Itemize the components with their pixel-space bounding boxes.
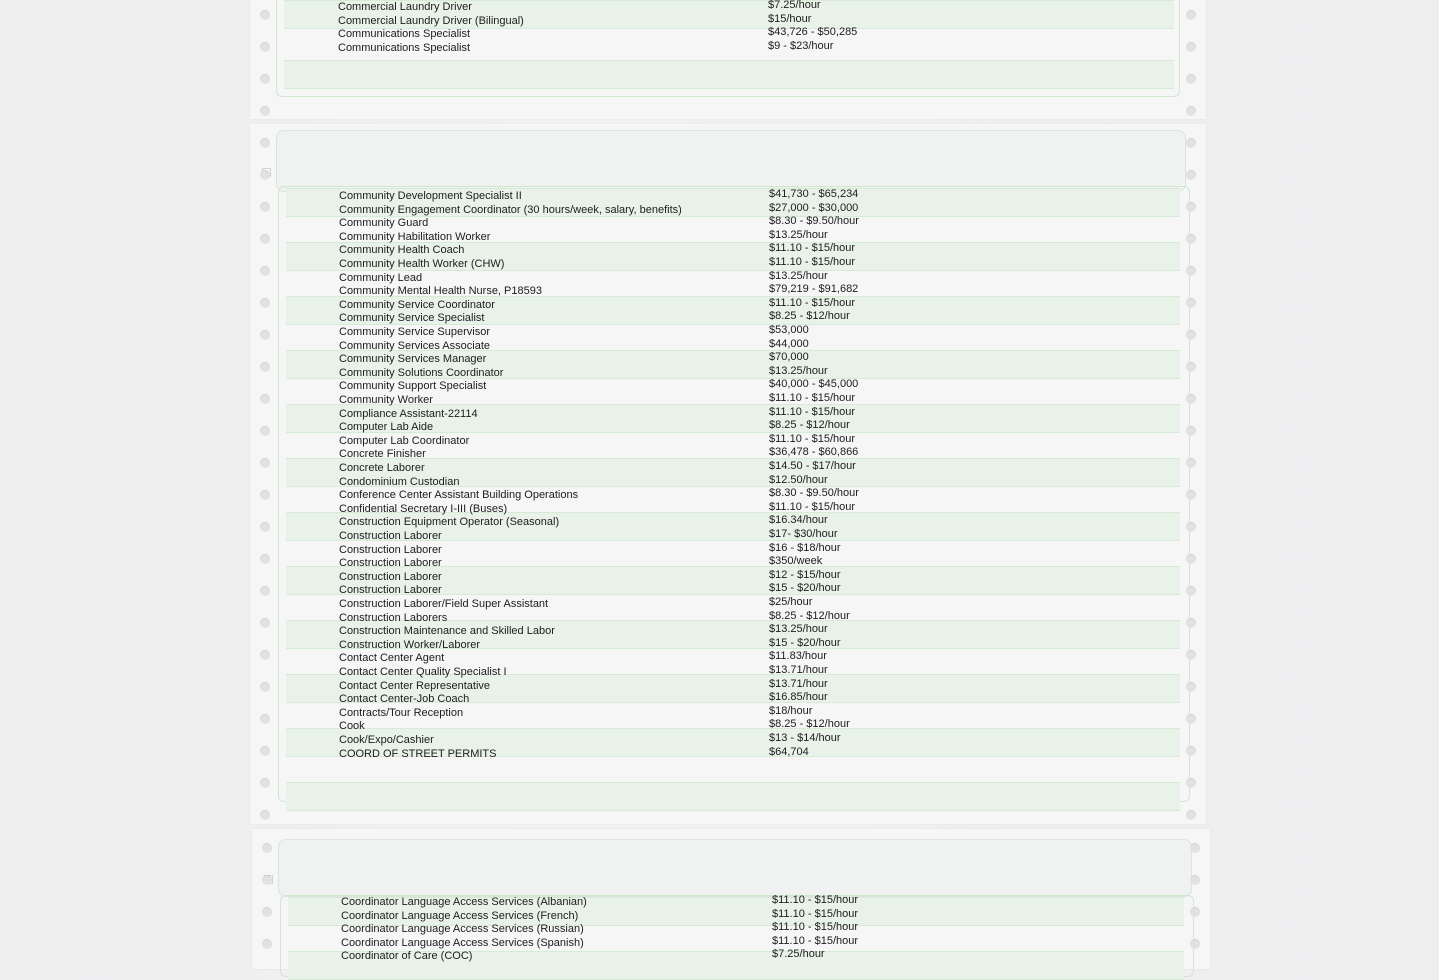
job-title: Contracts/Tour Reception xyxy=(339,706,464,719)
job-title: Construction Equipment Operator (Seasonal) xyxy=(339,516,560,529)
feed-hole xyxy=(260,650,270,660)
table-row xyxy=(339,609,1039,626)
table-row xyxy=(339,364,1039,381)
feed-hole xyxy=(260,266,270,276)
job-wage: $13.71/hour xyxy=(769,677,828,690)
table-row xyxy=(341,907,1041,924)
table-row xyxy=(341,950,1041,964)
job-wage: $11.10 - $15/hour xyxy=(769,392,856,404)
feed-hole xyxy=(1186,10,1196,20)
job-title: Computer Lab Aide xyxy=(339,421,434,434)
job-title: Community Services Manager xyxy=(339,353,487,366)
job-wage: $53,000 xyxy=(769,324,809,336)
job-title: Coordinator Language Access Services (French) xyxy=(341,909,579,922)
job-wage: $25/hour xyxy=(769,596,813,608)
job-wage: $13.71/hour xyxy=(769,664,828,676)
table-row xyxy=(339,734,1039,748)
job-wage: $11.10 - $15/hour xyxy=(769,432,856,445)
table-row xyxy=(339,720,1039,734)
job-title: Coordinator Language Access Services (Russian) xyxy=(341,923,584,936)
table-row xyxy=(338,39,1038,56)
top-listing xyxy=(250,0,1206,119)
feed-hole xyxy=(260,394,270,404)
job-title: Construction Laborer xyxy=(339,543,442,556)
feed-hole xyxy=(1186,618,1196,628)
job-title: Commercial Laundry Driver (Bilingual) xyxy=(338,14,524,27)
job-wage: $8.30 - $9.50/hour xyxy=(769,487,859,500)
job-wage: $43,726 - $50,285 xyxy=(768,26,858,38)
feed-hole xyxy=(260,362,270,372)
feed-hole xyxy=(1186,74,1196,84)
job-title: Computer Lab Coordinator xyxy=(339,434,470,447)
table-row xyxy=(339,258,1039,272)
table-row xyxy=(339,269,1039,286)
job-title: Cook/Expo/Cashier xyxy=(339,734,434,746)
feed-hole xyxy=(260,490,270,500)
table-row xyxy=(339,541,1039,558)
job-title: Construction Worker/Laborer xyxy=(339,638,481,651)
job-wage: $16 - $18/hour xyxy=(769,541,841,554)
table-row xyxy=(339,516,1039,530)
job-title: Community Service Specialist xyxy=(339,312,485,325)
job-title: Concrete Laborer xyxy=(339,462,425,474)
paper-sheet-middle xyxy=(250,124,1206,824)
table-row xyxy=(339,394,1039,408)
feed-hole xyxy=(1190,875,1200,885)
job-wage: $12.50/hour xyxy=(769,473,828,486)
feed-hole xyxy=(1186,170,1196,180)
feed-hole xyxy=(1186,554,1196,564)
table-row xyxy=(339,353,1039,367)
table-row xyxy=(339,745,1039,762)
table-row xyxy=(339,568,1039,585)
job-wage: $44,000 xyxy=(769,337,809,350)
feed-hole xyxy=(1186,202,1196,212)
job-title: Construction Laborer xyxy=(339,584,442,597)
feed-hole xyxy=(1186,778,1196,788)
table-row xyxy=(338,12,1038,29)
job-title: Compliance Assistant-22114 xyxy=(339,407,478,420)
job-wage: $13.25/hour xyxy=(769,623,828,636)
job-wage: $14.50 - $17/hour xyxy=(769,460,856,472)
feed-hole xyxy=(260,810,270,820)
job-title: Contact Center Representative xyxy=(339,679,491,692)
job-wage: $11.10 - $15/hour xyxy=(769,500,856,513)
job-listing-continued xyxy=(252,829,1210,969)
job-title: Coordinator Language Access Services (Albanian) xyxy=(341,896,587,908)
job-title: Community Worker xyxy=(339,394,433,406)
feed-hole xyxy=(1186,234,1196,244)
job-title: Coordinator Language Access Services (Spanish) xyxy=(341,936,584,949)
table-row xyxy=(339,473,1039,490)
table-row xyxy=(341,923,1041,937)
table-row xyxy=(339,421,1039,435)
paper-sheet-bottom xyxy=(252,829,1210,969)
job-wage: $17- $30/hour xyxy=(769,528,838,540)
job-wage: $11.83/hour xyxy=(769,650,827,663)
job-title: Community Service Coordinator xyxy=(339,298,495,311)
table-row xyxy=(339,337,1039,354)
table-row xyxy=(339,557,1039,571)
paper-sheet-top xyxy=(250,0,1206,119)
feed-hole xyxy=(260,202,270,212)
job-wage: $8.25 - $12/hour xyxy=(769,310,850,323)
job-title: Community Health Coach xyxy=(339,244,465,257)
feed-hole xyxy=(1186,586,1196,596)
feed-hole xyxy=(260,778,270,788)
table-row xyxy=(339,636,1039,653)
table-row xyxy=(339,380,1039,394)
feed-hole xyxy=(1186,42,1196,52)
table-row xyxy=(339,296,1039,313)
table-row xyxy=(339,217,1039,231)
feed-hole xyxy=(260,138,270,148)
feed-hole xyxy=(1186,106,1196,116)
job-wage: $11.10 - $15/hour xyxy=(769,256,856,268)
feed-hole xyxy=(260,682,270,692)
feed-hole xyxy=(260,426,270,436)
table-row xyxy=(339,677,1039,694)
table-row xyxy=(341,934,1041,951)
feed-hole xyxy=(260,298,270,308)
feed-hole xyxy=(1190,939,1200,949)
job-wage: $16.85/hour xyxy=(769,691,828,704)
feed-hole xyxy=(260,586,270,596)
job-wage: $13.25/hour xyxy=(769,269,828,282)
job-wage: $8.25 - $12/hour xyxy=(769,609,850,622)
table-row xyxy=(339,405,1039,422)
feed-hole xyxy=(260,234,270,244)
job-wage: $27,000 - $30,000 xyxy=(769,201,859,214)
table-row xyxy=(338,28,1038,42)
job-title: Community Development Specialist II xyxy=(339,190,522,202)
feed-hole xyxy=(260,42,270,52)
table-row xyxy=(339,462,1039,476)
job-wage: $41,730 - $65,234 xyxy=(769,188,859,200)
feed-hole xyxy=(1190,907,1200,917)
table-row xyxy=(339,285,1039,299)
job-title: Commercial Laundry Driver xyxy=(338,1,472,13)
job-title: Communications Specialist xyxy=(338,41,471,54)
job-wage: $36,478 - $60,866 xyxy=(769,446,859,459)
job-wage: $40,000 - $45,000 xyxy=(769,378,859,391)
job-wage: $13.25/hour xyxy=(769,364,828,377)
table-row xyxy=(339,489,1039,503)
job-wage: $16.34/hour xyxy=(769,514,828,527)
job-title: Community Engagement Coordinator (30 hours/week, salary, benefits) xyxy=(339,203,682,216)
feed-hole xyxy=(1186,490,1196,500)
job-title: Cook xyxy=(339,720,365,733)
feed-hole xyxy=(260,554,270,564)
job-wage: $11.10 - $15/hour xyxy=(772,921,859,934)
table-row xyxy=(339,312,1039,326)
job-title: Coordinator of Care (COC) xyxy=(341,950,473,963)
job-wage: $350/week xyxy=(769,555,823,568)
feed-hole xyxy=(1186,746,1196,756)
feed-hole xyxy=(260,74,270,84)
feed-hole xyxy=(1186,682,1196,692)
table-row xyxy=(339,448,1039,462)
job-listing xyxy=(250,124,1206,824)
job-title: Community Habilitation Worker xyxy=(339,230,491,243)
feed-hole xyxy=(260,10,270,20)
table-row xyxy=(339,244,1039,258)
job-title: Community Health Worker (CHW) xyxy=(339,258,505,270)
job-wage: $11.10 - $15/hour xyxy=(772,934,859,947)
job-wage: $13 - $14/hour xyxy=(769,732,841,744)
feed-hole xyxy=(1186,522,1196,532)
feed-hole xyxy=(260,746,270,756)
job-title: Community Support Specialist xyxy=(339,380,487,393)
job-wage: $15 - $20/hour xyxy=(769,582,841,595)
job-title: COORD OF STREET PERMITS xyxy=(339,747,497,760)
job-title: Construction Laborer xyxy=(339,557,442,570)
feed-hole xyxy=(1186,298,1196,308)
table-row xyxy=(339,666,1039,680)
feed-hole xyxy=(262,843,272,853)
job-title: Condominium Custodian xyxy=(339,475,460,488)
job-wage: $13.25/hour xyxy=(769,228,828,241)
job-title: Community Service Supervisor xyxy=(339,326,490,338)
feed-hole xyxy=(1186,266,1196,276)
job-wage: $15 - $20/hour xyxy=(769,636,841,649)
job-title: Conference Center Assistant Building Operations xyxy=(339,489,579,502)
table-row xyxy=(339,652,1039,666)
job-title: Construction Laborer xyxy=(339,530,442,542)
job-wage: $64,704 xyxy=(769,745,809,758)
job-wage: $11.10 - $15/hour xyxy=(769,405,856,418)
table-row xyxy=(339,598,1039,612)
job-title: Contact Center Quality Specialist I xyxy=(339,666,507,678)
job-title: Construction Laborers xyxy=(339,611,448,624)
job-wage: $8.25 - $12/hour xyxy=(769,718,850,731)
feed-hole xyxy=(1186,458,1196,468)
job-wage: $11.10 - $15/hour xyxy=(769,296,856,309)
feed-hole xyxy=(260,618,270,628)
table-row xyxy=(339,201,1039,218)
feed-hole xyxy=(262,939,272,949)
job-wage: $7.25/hour xyxy=(768,0,821,11)
feed-hole xyxy=(1186,138,1196,148)
job-title: Construction Laborer xyxy=(339,570,442,583)
table-row xyxy=(339,584,1039,598)
table-row xyxy=(339,326,1039,340)
feed-hole xyxy=(262,907,272,917)
feed-hole xyxy=(1186,650,1196,660)
job-wage: $79,219 - $91,682 xyxy=(769,283,859,296)
job-wage: $11.10 - $15/hour xyxy=(772,907,859,920)
table-row xyxy=(341,896,1041,910)
job-wage: $15/hour xyxy=(768,12,812,25)
job-title: Contact Center Agent xyxy=(339,652,445,665)
table-row xyxy=(339,228,1039,245)
job-title: Communications Specialist xyxy=(338,28,471,40)
feed-hole xyxy=(1186,714,1196,724)
job-wage: $9 - $23/hour xyxy=(768,39,834,52)
job-title: Community Solutions Coordinator xyxy=(339,366,504,379)
job-title: Community Guard xyxy=(339,217,429,230)
job-wage: $12 - $15/hour xyxy=(769,568,841,581)
table-row xyxy=(339,432,1039,449)
job-wage: $70,000 xyxy=(769,351,809,364)
table-row xyxy=(338,1,1038,15)
job-wage: $18/hour xyxy=(769,704,813,717)
job-title: Contact Center-Job Coach xyxy=(339,693,470,706)
job-wage: $8.25 - $12/hour xyxy=(769,419,850,432)
feed-hole xyxy=(262,875,272,885)
table-row xyxy=(339,190,1039,204)
feed-hole xyxy=(1186,394,1196,404)
feed-hole xyxy=(1186,330,1196,340)
feed-hole xyxy=(1190,843,1200,853)
feed-hole xyxy=(260,106,270,116)
job-title: Community Services Associate xyxy=(339,339,490,352)
job-wage: $8.30 - $9.50/hour xyxy=(769,215,859,228)
table-row xyxy=(339,500,1039,517)
job-title: Community Lead xyxy=(339,271,423,284)
job-wage: $11.10 - $15/hour xyxy=(769,242,856,255)
feed-hole xyxy=(260,458,270,468)
job-wage: $7.25/hour xyxy=(772,948,825,961)
feed-hole xyxy=(1186,362,1196,372)
table-row xyxy=(339,693,1039,707)
job-wage: $11.10 - $15/hour xyxy=(772,894,859,906)
table-row xyxy=(339,704,1039,721)
job-title: Concrete Finisher xyxy=(339,448,426,461)
table-row xyxy=(339,625,1039,639)
table-row xyxy=(339,530,1039,544)
feed-hole xyxy=(1186,426,1196,436)
feed-hole xyxy=(260,170,270,180)
job-title: Confidential Secretary I-III (Buses) xyxy=(339,502,508,515)
feed-hole xyxy=(260,714,270,724)
job-title: Construction Maintenance and Skilled Labor xyxy=(339,625,555,638)
feed-hole xyxy=(260,522,270,532)
feed-hole xyxy=(260,330,270,340)
feed-hole xyxy=(1186,810,1196,820)
job-title: Construction Laborer/Field Super Assistant xyxy=(339,598,549,610)
job-title: Community Mental Health Nurse, P18593 xyxy=(339,285,542,298)
